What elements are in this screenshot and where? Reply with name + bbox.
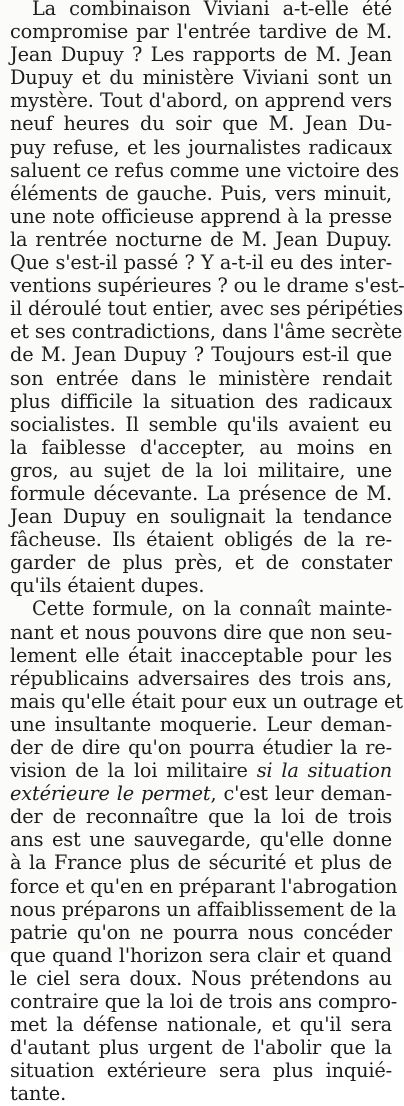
text-line: le ciel sera doux. Nous prétendons au	[10, 966, 392, 990]
text-line: ans est une sauvegarde, qu'elle donne	[10, 828, 392, 852]
text-line-with-italic	[10, 759, 392, 782]
text-line: que quand l'horizon sera clair et quand	[10, 943, 392, 967]
text-line: Dupuy et du ministère Viviani sont un	[10, 66, 392, 90]
text-line: saluent ce refus comme une victoire des	[10, 158, 400, 182]
text-line: der de dire qu'on pourra étudier la re-	[10, 736, 392, 759]
text-line-with-italic	[10, 782, 392, 805]
article-column	[10, 0, 404, 1106]
text-line: il déroulé tout entier, avec ses péripéties	[10, 297, 404, 321]
text-line: puy refuse, et les journalistes radicaux	[10, 135, 392, 159]
text-line: gros, au sujet de la loi militaire, une	[10, 458, 392, 482]
text-line: neuf heures du soir que M. Jean Du-	[10, 112, 392, 136]
text-line: Cette formule, on la connaît mainte-	[32, 597, 392, 621]
text-line: ventions supérieures ? ou le drame s'est-	[10, 274, 404, 298]
text-line: tante.	[10, 1082, 67, 1106]
text-line: qu'ils étaient dupes.	[10, 574, 205, 598]
text-line: garder de plus près, et de constater	[10, 551, 392, 575]
text-line: plus difficile la situation des radicaux	[10, 389, 392, 413]
text-line: d'autant plus urgent de l'abolir que la	[10, 1036, 392, 1060]
italic-fragment: extérieure le permet	[10, 782, 211, 806]
text-line: met la défense nationale, et qu'il sera	[10, 1013, 392, 1037]
text-line: nant et nous pouvons dire que non seu-	[10, 620, 392, 644]
text-line: formule décevante. La présence de M.	[10, 481, 392, 505]
paragraph-1	[10, 0, 404, 598]
text-line: la rentrée nocturne de M. Jean Dupuy.	[10, 227, 392, 251]
text-line: Que s'est-il passé ? Y a-t-il eu des inter-	[10, 251, 392, 275]
text-line: une note officieuse apprend à la presse	[10, 204, 392, 228]
text-line: lement elle était inacceptable pour les	[10, 643, 392, 667]
italic-fragment: si la situation	[256, 759, 392, 783]
text-line: compromise par l'entrée tardive de M.	[10, 20, 392, 44]
paragraph-2	[10, 597, 403, 1106]
text-fragment: vision de la loi militaire	[10, 759, 248, 783]
text-line: La combinaison Viviani a-t-elle été	[32, 0, 392, 20]
text-line: à la France plus de sécurité et plus de	[10, 851, 392, 875]
text-line: fâcheuse. Ils étaient obligés de la re-	[10, 528, 392, 552]
text-line: mystère. Tout d'abord, on apprend vers	[10, 89, 392, 113]
text-line: éléments de gauche. Puis, vers minuit,	[10, 181, 392, 205]
text-line: de M. Jean Dupuy ? Toujours est-il que	[10, 343, 392, 367]
text-line: force et qu'en en préparant l'abrogation	[10, 874, 398, 898]
text-line: et ses contradictions, dans l'âme secrète	[10, 320, 403, 344]
text-line: la faiblesse d'accepter, au moins en	[10, 435, 392, 459]
text-line: socialistes. Il semble qu'ils avaient eu	[10, 412, 392, 436]
text-line: patrie qu'on ne pourra nous concéder	[10, 920, 392, 944]
text-line: Jean Dupuy ? Les rapports de M. Jean	[10, 43, 392, 67]
text-line: mais qu'elle était pour eux un outrage et	[10, 689, 403, 713]
text-line: der de reconnaître que la loi de trois	[10, 805, 392, 829]
text-line: nous préparons un affaiblissement de la	[10, 897, 397, 921]
text-fragment: , c'est leur deman-	[210, 782, 393, 806]
text-line: situation extérieure sera plus inquié-	[10, 1059, 392, 1083]
text-line: républicains adversaires des trois ans,	[10, 666, 392, 690]
text-line: contraire que la loi de trois ans compro-	[10, 990, 398, 1014]
text-line: Jean Dupuy en soulignait la tendance	[10, 505, 392, 529]
text-line: son entrée dans le ministère rendait	[10, 366, 392, 390]
text-line: une insultante moquerie. Leur deman-	[10, 712, 392, 736]
